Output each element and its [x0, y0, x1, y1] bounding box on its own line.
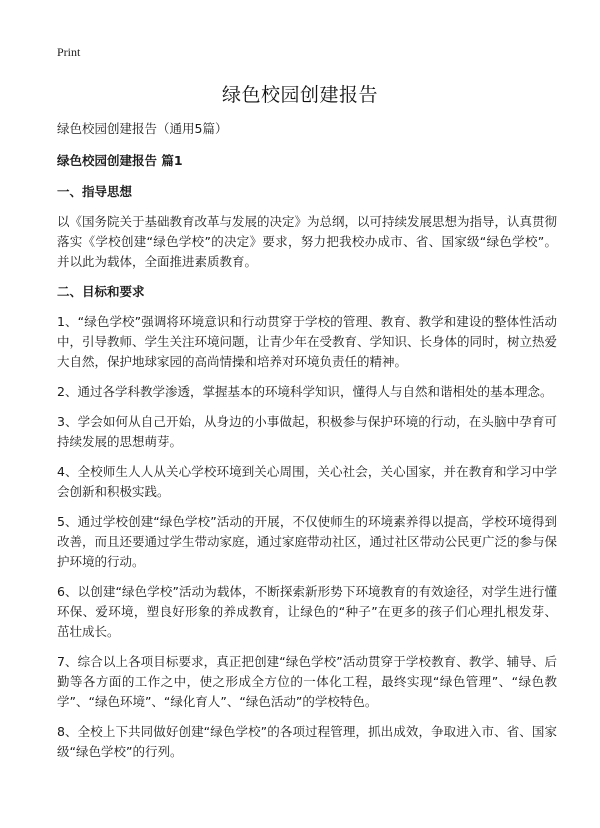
document-subtitle: 绿色校园创建报告（通用5篇）	[57, 121, 228, 136]
goal-item-4: 4、全校师生人人从关心学校环境到关心周围，关心社会，关心国家，并在教育和学习中学会创新和积极实践。	[57, 464, 557, 499]
goal-item-7: 7、综合以上各项目标要求，真正把创建“绿色学校”活动贯穿于学校教育、教学、辅导、后勤等各方面的工作之中，使之形成全方位的一体化工程，最终实现“绿色管理”、“绿色教学”、“绿色环境”、“绿化育人”、“绿色活动”的学校特色。	[57, 654, 557, 709]
goal-item-6: 6、以创建“绿色学校”活动为载体，不断探索新形势下环境教育的有效途径，对学生进行懂环保、爱环境，塑良好形象的养成教育，让绿色的“种子”在更多的孩子们心理扎根发芽、茁壮成长。	[57, 584, 557, 639]
goal-item-1: 1、“绿色学校”强调将环境意识和行动贯穿于学校的管理、教育、教学和建设的整体性活动中，引导教师、学生关注环境问题，让青少年在受教育、学知识、长身体的同时，树立热爱大自然，保护地球家园的高尚情操和培养对环境负责任的精神。	[57, 314, 558, 369]
section-heading-guiding-ideology: 一、指导思想	[57, 184, 133, 199]
document-body	[57, 120, 557, 772]
page-title: 绿色校园创建报告	[221, 84, 378, 106]
section-paragraph-guiding-ideology: 以《国务院关于基础教育改革与发展的决定》为总纲，以可持续发展思想为指导，认真贯彻落实《学校创建“绿色学校”的决定》要求，努力把我校办成市、省、国家级“绿色学校”。并以此为载体，全面推进素质教育。	[57, 214, 558, 269]
goal-item-8: 8、全校上下共同做好创建“绿色学校”的各项过程管理，抓出成效，争取进入市、省、国家级“绿色学校”的行列。	[57, 724, 558, 759]
goal-item-2: 2、通过各学科教学渗透，掌握基本的环境科学知识，懂得人与自然和谐相处的基本理念。	[57, 384, 553, 399]
article-title: 绿色校园创建报告 篇1	[57, 153, 183, 168]
print-link[interactable]: Print	[57, 45, 81, 59]
goal-item-5: 5、通过学校创建“绿色学校”活动的开展，不仅使师生的环境素养得以提高，学校环境得到改善，而且还要通过学生带动家庭，通过家庭带动社区，通过社区带动公民更广泛的参与保护环境的行动。	[57, 514, 558, 569]
section-heading-goals: 二、目标和要求	[57, 284, 145, 299]
goal-item-3: 3、学会如何从自己开始，从身边的小事做起，积极参与保护环境的行动，在头脑中孕育可持续发展的思想萌芽。	[57, 414, 557, 449]
